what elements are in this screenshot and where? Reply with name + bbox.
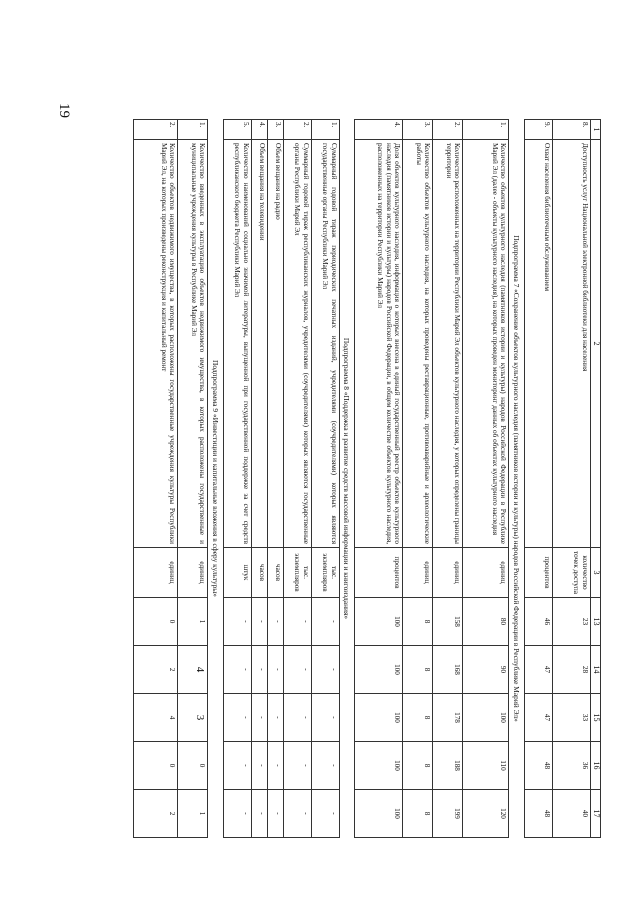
value-cell: 1 xyxy=(178,598,208,646)
value-cell: 2 xyxy=(134,646,178,694)
subprogram-title: Подпрограмма 8 «Поддержка и развитие средств массовой информации и книгоиздания» xyxy=(342,337,352,620)
unit-of-measure: процентов xyxy=(525,548,553,598)
value-cell: 110 xyxy=(463,742,509,790)
unit-of-measure: часов xyxy=(251,548,267,598)
table-row xyxy=(134,120,178,838)
unit-of-measure: часов xyxy=(267,548,283,598)
value-cell: - xyxy=(283,694,311,742)
row-number: 4. xyxy=(251,120,267,140)
indicators-table xyxy=(133,119,601,838)
value-cell: - xyxy=(223,646,251,694)
unit-of-measure: единиц xyxy=(134,548,178,598)
value-cell: 4 xyxy=(134,694,178,742)
indicator-name: Количество объектов культурного наследия, на которых проведены реставрационные, противоаварийные и археологические работы xyxy=(403,140,433,548)
value-cell: 0 xyxy=(134,598,178,646)
header-cell: 17 xyxy=(591,790,601,838)
rotated-page xyxy=(134,119,601,837)
value-cell: - xyxy=(311,598,339,646)
value-cell: 100 xyxy=(463,694,509,742)
value-cell: - xyxy=(283,598,311,646)
table-row xyxy=(223,120,251,838)
table-row xyxy=(553,120,591,838)
header-cell: 3 xyxy=(591,548,601,598)
value-cell: 8 xyxy=(403,598,433,646)
value-cell: 1 xyxy=(178,790,208,838)
table-row xyxy=(267,120,283,838)
header-row xyxy=(591,120,601,838)
value-cell: 46 xyxy=(525,598,553,646)
value-cell: - xyxy=(311,646,339,694)
value-cell: - xyxy=(251,742,267,790)
value-cell: 47 xyxy=(525,646,553,694)
table-row xyxy=(355,120,403,838)
value-cell: 120 xyxy=(463,790,509,838)
value-cell: 47 xyxy=(525,694,553,742)
header-cell: 1 xyxy=(591,120,601,140)
value-cell: 36 xyxy=(553,742,591,790)
indicator-name: Доля объектов культурного наследия, информация о которых внесена в единый государственный реестр объектов культурного наследия (памятников истории и культуры) народов Российской Федерации, в общем количестве объектов культурного наследия, расположенных на территории Республики Марий Эл xyxy=(355,140,403,548)
value-cell: 2 xyxy=(134,790,178,838)
unit-of-measure: единиц xyxy=(403,548,433,598)
value-cell: 188 xyxy=(433,742,463,790)
indicator-name: Количество расположенных на территории Республики Марий Эл объектов культурного наследия, у которых определены границы территории xyxy=(433,140,463,548)
row-number: 3. xyxy=(267,120,283,140)
row-number: 1. xyxy=(463,120,509,140)
value-cell: - xyxy=(223,694,251,742)
indicator-name: Количество введенных в эксплуатацию объектов недвижимого имущества, в которых расположены государственные и муниципальные учреждения культуры в Республике Марий Эл xyxy=(178,140,208,548)
value-cell: 3 xyxy=(178,694,208,742)
row-number: 3. xyxy=(403,120,433,140)
row-number: 5. xyxy=(223,120,251,140)
value-cell: - xyxy=(251,598,267,646)
value-cell: 8 xyxy=(403,790,433,838)
value-cell: - xyxy=(251,790,267,838)
value-cell: - xyxy=(311,790,339,838)
value-cell: 0 xyxy=(134,742,178,790)
table-row xyxy=(433,120,463,838)
unit-of-measure: единиц xyxy=(433,548,463,598)
value-cell: 100 xyxy=(355,790,403,838)
value-cell: - xyxy=(223,742,251,790)
header-cell: 16 xyxy=(591,742,601,790)
value-cell: - xyxy=(283,742,311,790)
value-cell: 48 xyxy=(525,790,553,838)
value-cell: - xyxy=(267,598,283,646)
indicator-name: Охват населения библиотечным обслуживанием xyxy=(525,140,553,548)
subprogram-row xyxy=(339,120,355,838)
table-row xyxy=(403,120,433,838)
value-cell: - xyxy=(251,646,267,694)
value-cell: 33 xyxy=(553,694,591,742)
value-cell: 199 xyxy=(433,790,463,838)
header-cell: 2 xyxy=(591,140,601,548)
value-cell: - xyxy=(267,790,283,838)
subprogram-title: Подпрограмма 9 «Инвестиции и капитальные вложения в сферу культуры» xyxy=(210,360,220,597)
header-cell: 13 xyxy=(591,598,601,646)
row-number: 2. xyxy=(134,120,178,140)
table-row xyxy=(311,120,339,838)
table-row xyxy=(463,120,509,838)
header-cell: 15 xyxy=(591,694,601,742)
subprogram-row xyxy=(208,120,224,838)
unit-of-measure: количество точек доступа xyxy=(553,548,591,598)
value-cell: 100 xyxy=(355,598,403,646)
page-number: 19 xyxy=(56,103,72,118)
value-cell: 100 xyxy=(355,694,403,742)
value-cell: - xyxy=(223,598,251,646)
value-cell: - xyxy=(311,694,339,742)
value-cell: 8 xyxy=(403,694,433,742)
value-cell: 158 xyxy=(433,598,463,646)
value-cell: 48 xyxy=(525,742,553,790)
header-cell: 14 xyxy=(591,646,601,694)
indicator-name: Объем вещания на радио xyxy=(267,140,283,548)
indicator-name: Суммарный годовой тираж республиканских журналов, учредителями (соучредителями) которых являются государственные органы Республики Марий Эл xyxy=(283,140,311,548)
value-cell: 90 xyxy=(463,646,509,694)
table-row xyxy=(251,120,267,838)
row-number: 4. xyxy=(355,120,403,140)
table-row xyxy=(283,120,311,838)
unit-of-measure: процентов xyxy=(355,548,403,598)
value-cell: - xyxy=(223,790,251,838)
value-cell: - xyxy=(283,790,311,838)
row-number: 1. xyxy=(178,120,208,140)
value-cell: 178 xyxy=(433,694,463,742)
unit-of-measure: единиц xyxy=(463,548,509,598)
value-cell: 23 xyxy=(553,598,591,646)
value-cell: 40 xyxy=(553,790,591,838)
value-cell: - xyxy=(267,694,283,742)
value-cell: 28 xyxy=(553,646,591,694)
value-cell: 100 xyxy=(355,646,403,694)
value-cell: 100 xyxy=(355,742,403,790)
row-number: 1. xyxy=(311,120,339,140)
subprogram-title: Подпрограмма 7 «Сохранение объектов культурного наследия (памятников истории и культуры) народов Российской Федерации в Республике Марий Эл» xyxy=(512,235,521,722)
row-number: 2. xyxy=(283,120,311,140)
indicator-name: Количество объектов недвижимого имущества, в которых расположены государственные учреждения культуры Республики Марий Эл, на которых произведены реконструкция и капитальный ремонт xyxy=(134,140,178,548)
value-cell: 168 xyxy=(433,646,463,694)
indicator-name: Объем вещания на телевидении xyxy=(251,140,267,548)
value-cell: - xyxy=(283,646,311,694)
value-cell: 0 xyxy=(178,742,208,790)
value-cell: 4 xyxy=(178,646,208,694)
unit-of-measure: тыс. экземпляров xyxy=(311,548,339,598)
row-number: 9. xyxy=(525,120,553,140)
unit-of-measure: штук xyxy=(223,548,251,598)
value-cell: - xyxy=(251,694,267,742)
table-row xyxy=(178,120,208,838)
value-cell: - xyxy=(311,742,339,790)
table-row xyxy=(525,120,553,838)
indicator-name: Количество объектов культурного наследия (памятников истории и культуры) народов Российской Федерации в Республике Марий Эл (далее - объекты культурного наследия), на которых проведен мониторинг данных об объектах культурного наследия xyxy=(463,140,509,548)
subprogram-row xyxy=(509,120,525,838)
row-number: 8. xyxy=(553,120,591,140)
indicator-name: Доступность услуг Национальной электронной библиотеки для населения xyxy=(553,140,591,548)
value-cell: 8 xyxy=(403,646,433,694)
unit-of-measure: тыс. экземпляров xyxy=(283,548,311,598)
value-cell: - xyxy=(267,646,283,694)
indicator-name: Суммарный годовой тираж периодических печатных изданий, учредителями (соучредителями) которых являются государственные органы Республики Марий Эл xyxy=(311,140,339,548)
indicator-name: Количество наименований социально значимой литературы, выпущенной при государственной поддержке за счет средств республиканского бюджета Республики Марий Эл xyxy=(223,140,251,548)
value-cell: - xyxy=(267,742,283,790)
value-cell: 8 xyxy=(403,742,433,790)
unit-of-measure: единиц xyxy=(178,548,208,598)
value-cell: 80 xyxy=(463,598,509,646)
row-number: 2. xyxy=(433,120,463,140)
